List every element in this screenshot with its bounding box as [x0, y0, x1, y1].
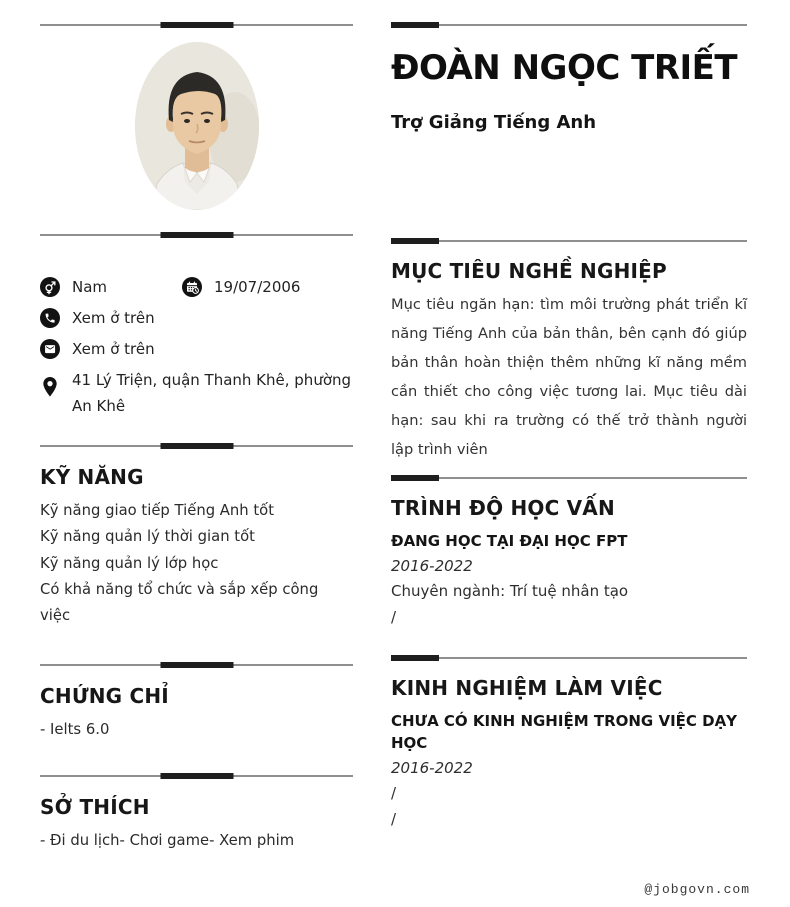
gender-value: Nam: [72, 278, 108, 296]
gender-icon: [40, 277, 60, 297]
contact-email: [40, 336, 353, 362]
contact-phone: [40, 305, 353, 331]
skill-item: Kỹ năng giao tiếp Tiếng Anh tốt: [40, 502, 275, 519]
education-school: ĐANG HỌC TẠI ĐẠI HỌC FPT: [391, 532, 628, 550]
calendar-icon: [182, 277, 202, 297]
divider-objective: [391, 238, 747, 244]
experience-note: /: [391, 810, 397, 828]
skill-item: Kỹ năng quản lý thời gian tốt: [40, 528, 255, 546]
location-icon: [40, 376, 60, 396]
divider-certificates: [40, 662, 353, 668]
experience-position: CHƯA CÓ KINH NGHIỆM TRONG VIỆC DẠY HỌC: [391, 712, 738, 752]
right-column: [391, 0, 747, 831]
divider-hobbies: [40, 773, 353, 779]
divider-top-right: [391, 22, 747, 28]
experience-period: 2016-2022: [391, 759, 473, 777]
divider-education: [391, 475, 747, 481]
profile-photo: [135, 42, 259, 210]
address-value: 41 Lý Triện, quận Thanh Khê, phường An Khê: [72, 371, 352, 415]
certificate-item: - Ielts 6.0: [40, 721, 110, 739]
skills-title: KỸ NĂNG: [40, 465, 144, 489]
objective-text: Mục tiêu ngăn hạn: tìm môi trường phát triển kĩ năng Tiếng Anh của bản thân, bên cạnh đó giúp bản thân hoàn thiện thêm những kĩ năng mềm cần thiết cho công việc tương lai. Mục tiêu dài hạn: sau khi ra trường có thế trở thành người lập trình viên: [391, 296, 747, 458]
contact-info: [40, 274, 353, 419]
divider-top-left: [40, 22, 353, 28]
phone-icon: [40, 308, 60, 328]
education-title: TRÌNH ĐỘ HỌC VẤN: [391, 496, 615, 520]
objective-title: MỤC TIÊU NGHỀ NGHIỆP: [391, 259, 667, 283]
experience-note: /: [391, 784, 397, 802]
contact-address: [40, 367, 353, 419]
skills-list: [40, 498, 353, 629]
certificates-title: CHỨNG CHỈ: [40, 684, 169, 709]
contact-row-gender-dob: [40, 274, 353, 300]
contact-birthday: [182, 274, 353, 300]
left-column: [40, 0, 353, 853]
email-icon: [40, 339, 60, 359]
hobbies-title: SỞ THÍCH: [40, 795, 150, 820]
education-note: /: [391, 608, 397, 626]
divider-experience: [391, 655, 747, 661]
birthday-value: 19/07/2006: [214, 278, 301, 296]
job-title: Trợ Giảng Tiếng Anh: [391, 112, 597, 133]
contact-gender: [40, 274, 182, 300]
education-period: 2016-2022: [391, 557, 473, 575]
phone-value: Xem ở trên: [72, 309, 155, 327]
hobby-item: - Đi du lịch- Chơi game- Xem phim: [40, 832, 295, 850]
candidate-name: ĐOÀN NGỌC TRIẾT: [391, 48, 738, 88]
divider-below-photo: [40, 232, 353, 238]
experience-title: KINH NGHIỆM LÀM VIỆC: [391, 676, 663, 700]
education-major: Chuyên ngành: Trí tuệ nhân tạo: [391, 582, 629, 600]
email-value: Xem ở trên: [72, 340, 155, 358]
watermark: @jobgovn.com: [644, 882, 750, 897]
divider-skills: [40, 443, 353, 449]
skill-item: Kỹ năng quản lý lớp học: [40, 554, 219, 572]
skill-item: Có khả năng tổ chức và sắp xếp công việc: [40, 580, 319, 625]
